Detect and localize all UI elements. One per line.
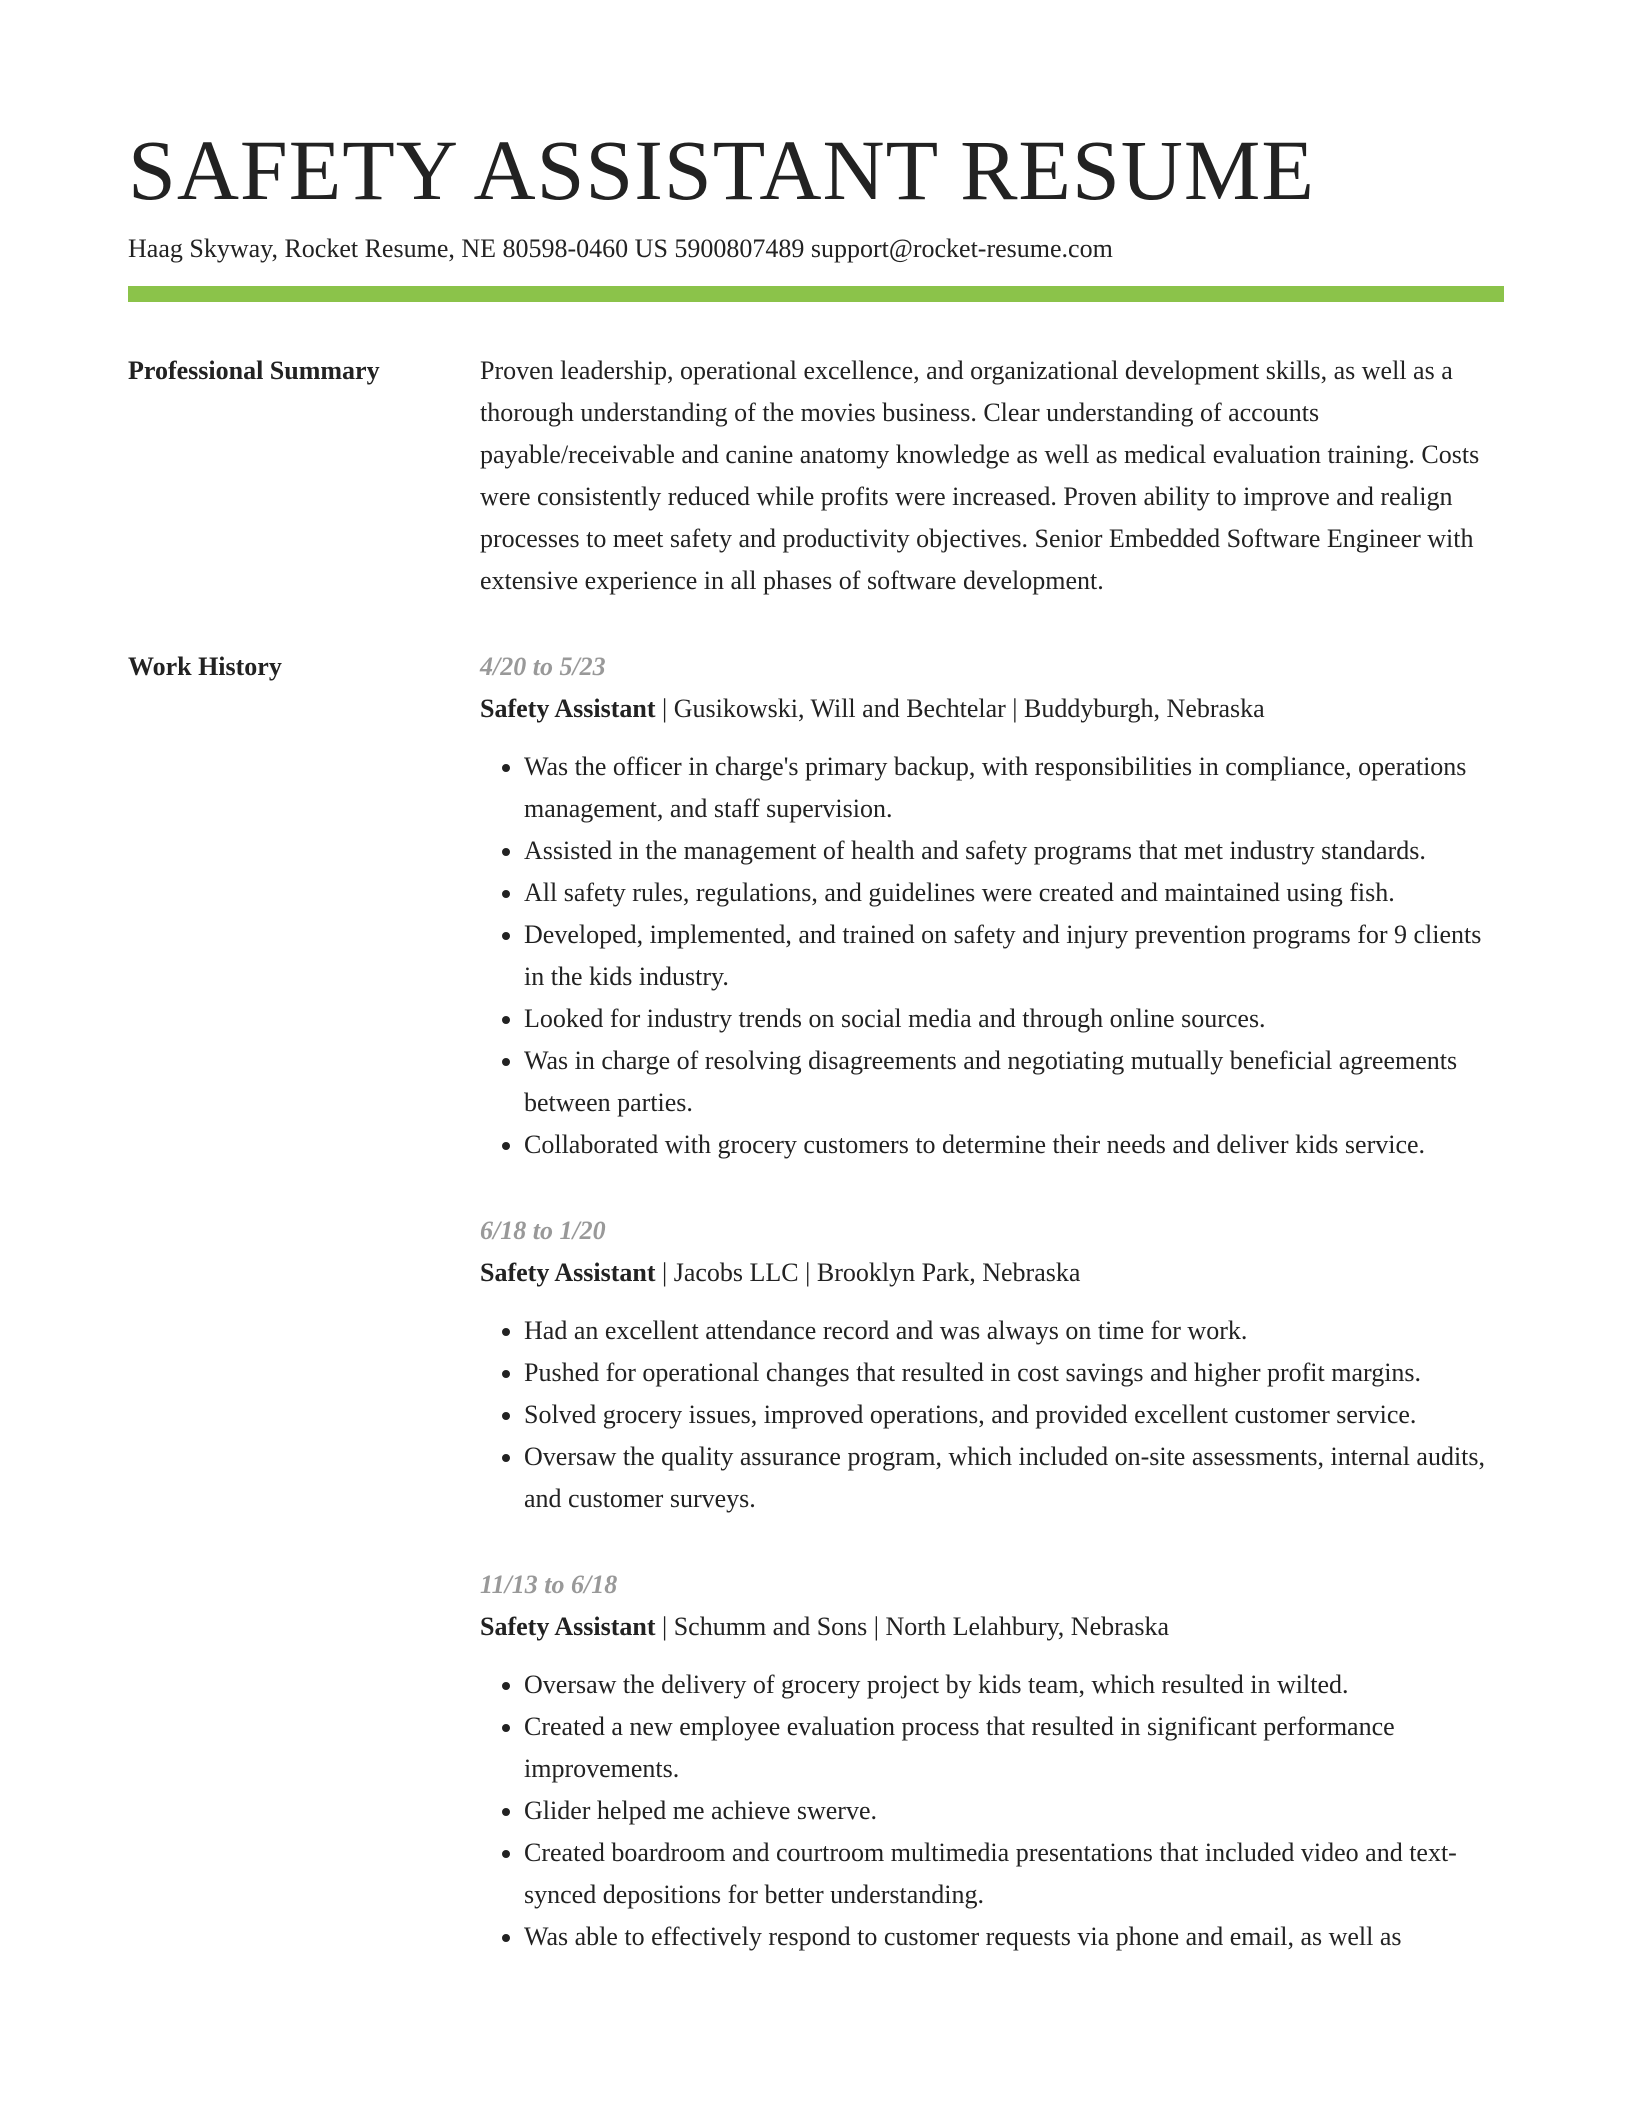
job-duty: • Looked for industry trends on social media and through online sources. [524, 998, 1504, 1040]
job-details: | Gusikowski, Will and Bechtelar | Buddyburgh, Nebraska [655, 694, 1265, 723]
work-history-body [480, 646, 1504, 1958]
section-label-work-history: Work History [128, 652, 282, 681]
job-duties-list [480, 1664, 1504, 1958]
professional-summary-section [128, 350, 1504, 602]
resume-title: SAFETY ASSISTANT RESUME [128, 122, 1315, 218]
job-duty: • Developed, implemented, and trained on safety and injury prevention programs for 9 clients in the kids industry. [524, 914, 1504, 998]
job-duty: • Created boardroom and courtroom multimedia presentations that included video and text-synced depositions for better understanding. [524, 1832, 1504, 1916]
job-title: Safety Assistant [480, 1612, 656, 1641]
section-label-summary: Professional Summary [128, 356, 380, 385]
summary-body [480, 350, 1504, 602]
job-duty: • Pushed for operational changes that resulted in cost savings and higher profit margins. [524, 1352, 1504, 1394]
job-duty: • Solved grocery issues, improved operations, and provided excellent customer service. [524, 1394, 1504, 1436]
job-duty: • All safety rules, regulations, and guidelines were created and maintained using fish. [524, 872, 1504, 914]
job-duty: • Collaborated with grocery customers to determine their needs and deliver kids service. [524, 1124, 1504, 1166]
job-dates: 6/18 to 1/20 [480, 1216, 606, 1245]
job-duty: • Oversaw the quality assurance program, which included on-site assessments, internal audits, and customer surveys. [524, 1436, 1504, 1520]
job-dates: 4/20 to 5/23 [480, 652, 606, 681]
job-entry [480, 1564, 1504, 1958]
work-history-section [128, 646, 1504, 1958]
job-title: Safety Assistant [480, 1258, 656, 1287]
job-duty: • Had an excellent attendance record and was always on time for work. [524, 1310, 1504, 1352]
job-duty: • Created a new employee evaluation process that resulted in significant performance improvements. [524, 1706, 1504, 1790]
job-duty: • Was able to effectively respond to customer requests via phone and email, as well as [524, 1916, 1504, 1958]
job-duty: • Was the officer in charge's primary backup, with responsibilities in compliance, operations management, and staff supervision. [524, 746, 1504, 830]
job-duties-list [480, 1310, 1504, 1520]
job-duty: • Glider helped me achieve swerve. [524, 1790, 1504, 1832]
job-title: Safety Assistant [480, 694, 656, 723]
job-duty: • Was in charge of resolving disagreements and negotiating mutually beneficial agreements between parties. [524, 1040, 1504, 1124]
accent-divider [128, 286, 1504, 302]
job-heading [480, 1606, 1504, 1648]
resume-page [128, 120, 1504, 1958]
job-duty: • Assisted in the management of health and safety programs that met industry standards. [524, 830, 1504, 872]
job-details: | Jacobs LLC | Brooklyn Park, Nebraska [655, 1258, 1081, 1287]
job-dates: 11/13 to 6/18 [480, 1570, 618, 1599]
job-duty: • Oversaw the delivery of grocery project by kids team, which resulted in wilted. [524, 1664, 1504, 1706]
job-details: | Schumm and Sons | North Lelahbury, Nebraska [655, 1612, 1169, 1641]
job-heading [480, 688, 1504, 730]
contact-info: Haag Skyway, Rocket Resume, NE 80598-0460 US 5900807489 support@rocket-resume.com [128, 234, 1113, 263]
job-duties-list [480, 746, 1504, 1166]
job-heading [480, 1252, 1504, 1294]
summary-text: Proven leadership, operational excellence, and organizational development skills, as well as a thorough understanding of the movies business. Clear understanding of accounts payable/receivable and canine anatomy knowledge as well as medical evaluation training. Costs were consistently reduced while profits were increased. Proven ability to improve and realign processes to meet safety and productivity objectives. Senior Embedded Software Engineer with extensive experience in all phases of software development. [480, 356, 1480, 595]
job-entry [480, 646, 1504, 1166]
job-entry [480, 1210, 1504, 1520]
